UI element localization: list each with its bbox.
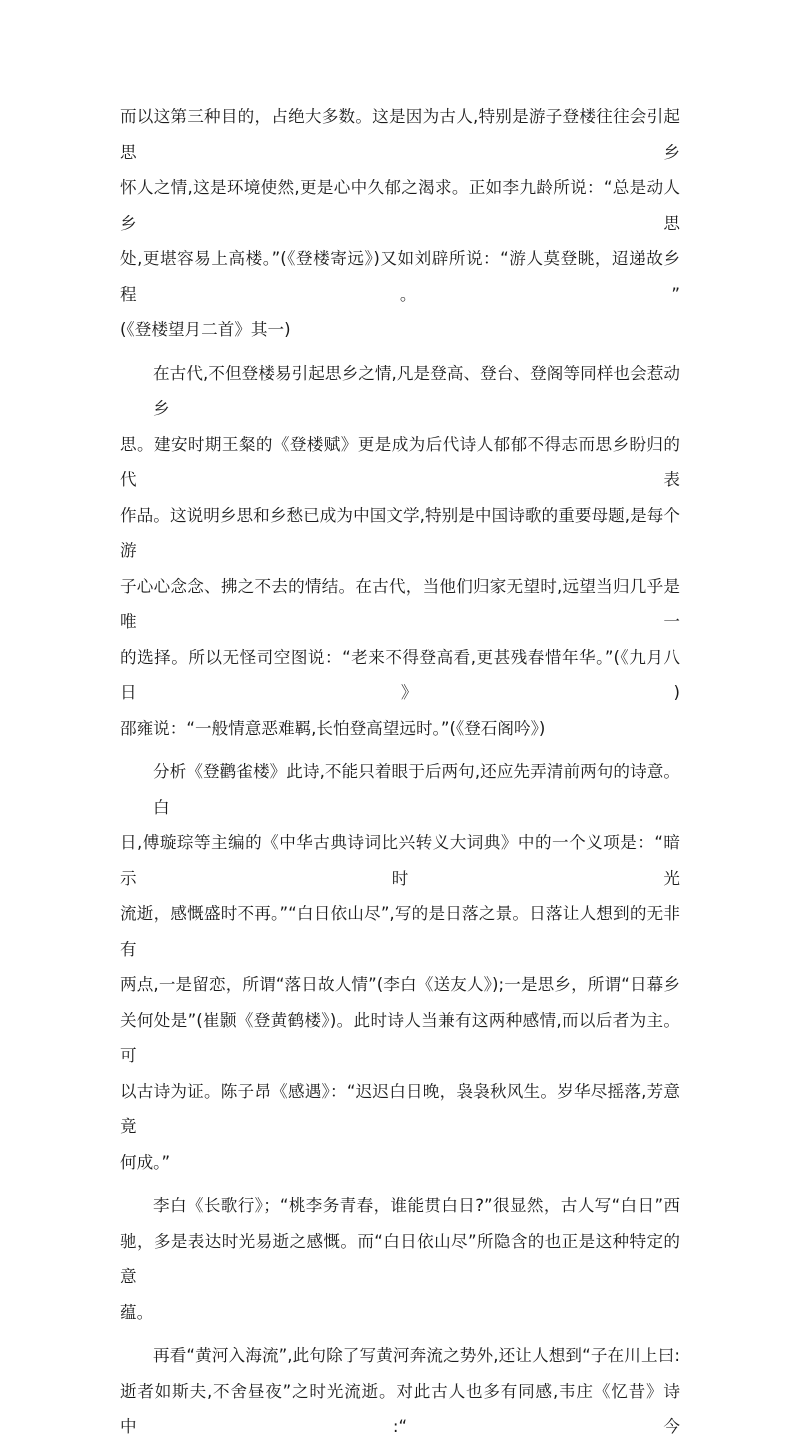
text-line: 逝者如斯夫,不舍昼夜”之时光流逝。对此古人也多有同感,韦庄《忆昔》诗中:“今 — [120, 1381, 680, 1436]
text-line: 子心心念念、拂之不去的情结。在古代，当他们归家无望时,远望当归几乎是唯一 — [120, 576, 680, 631]
text-line: 两点,一是留恋，所谓“落日故人情”(李白《送友人》);一是思乡，所谓“日幕乡 — [120, 975, 680, 994]
text-line: 在古代,不但登楼易引起思乡之情,凡是登高、登台、登阁等同样也会惹动乡 — [153, 363, 680, 418]
text-line: 而以这第三种目的，占绝大多数。这是因为古人,特别是游子登楼往往会引起思乡 — [120, 107, 680, 162]
paragraph — [120, 1338, 680, 1445]
paragraph — [120, 754, 680, 1180]
text-line: 邵雍说：“一般情意恶难羁,长怕登高望远时。”(《登石阁吟》) — [120, 718, 546, 738]
text-line: 李白《长歌行》；“桃李务青春，谁能贯白日?”很显然，古人写“白日”西 — [153, 1196, 680, 1215]
text-line: 思。建安时期王粲的《登楼赋》更是成为后代诗人郁郁不得志而思乡盼归的代表 — [120, 434, 680, 489]
text-line: 日,傅璇琮等主编的《中华古典诗词比兴转义大词典》中的一个义项是：“暗示时光 — [120, 833, 680, 888]
text-line: (《登楼望月二首》其一) — [120, 320, 291, 339]
text-line: 处,更堪容易上高楼。”(《登楼寄远》)又如刘辟所说：“游人莫登眺，迢递故乡程。” — [120, 249, 680, 304]
text-line: 分析《登鹳雀楼》此诗,不能只着眼于后两句,还应先弄清前两句的诗意。白 — [153, 762, 680, 817]
text-line: 再看“黄河入海流”,此句除了写黄河奔流之势外,还让人想到“子在川上曰: — [153, 1346, 680, 1365]
text-line: 以古诗为证。陈子昂《感遇》：“迟迟白日晚，袅袅秋风生。岁华尽摇落,芳意竟 — [120, 1081, 680, 1136]
paragraph — [120, 1188, 680, 1330]
text-line: 怀人之情,这是环境使然,更是心中久郁之渴求。正如李九龄所说：“总是动人乡思 — [120, 178, 680, 233]
paragraph — [120, 356, 680, 747]
document-page — [120, 99, 680, 1445]
text-line: 作品。这说明乡思和乡愁已成为中国文学,特别是中国诗歌的重要母题,是每个游 — [120, 505, 680, 560]
text-line: 的选择。所以无怪司空图说：“老来不得登高看,更甚残春惜年华。”(《九月八日》) — [120, 647, 680, 702]
paragraph — [120, 99, 680, 348]
text-line: 驰，多是表达时光易逝之感慨。而“白日依山尽”所隐含的也正是这种特定的意 — [120, 1231, 680, 1286]
text-line: 何成。” — [120, 1152, 171, 1172]
text-line: 流逝，感慨盛时不再。”“白日依山尽”,写的是日落之景。日落让人想到的无非有 — [120, 904, 680, 959]
text-line: 蕴。 — [120, 1302, 154, 1322]
text-line: 关何处是”(崔颢《登黄鹤楼》)。此时诗人当兼有这两种感情,而以后者为主。可 — [120, 1010, 680, 1065]
